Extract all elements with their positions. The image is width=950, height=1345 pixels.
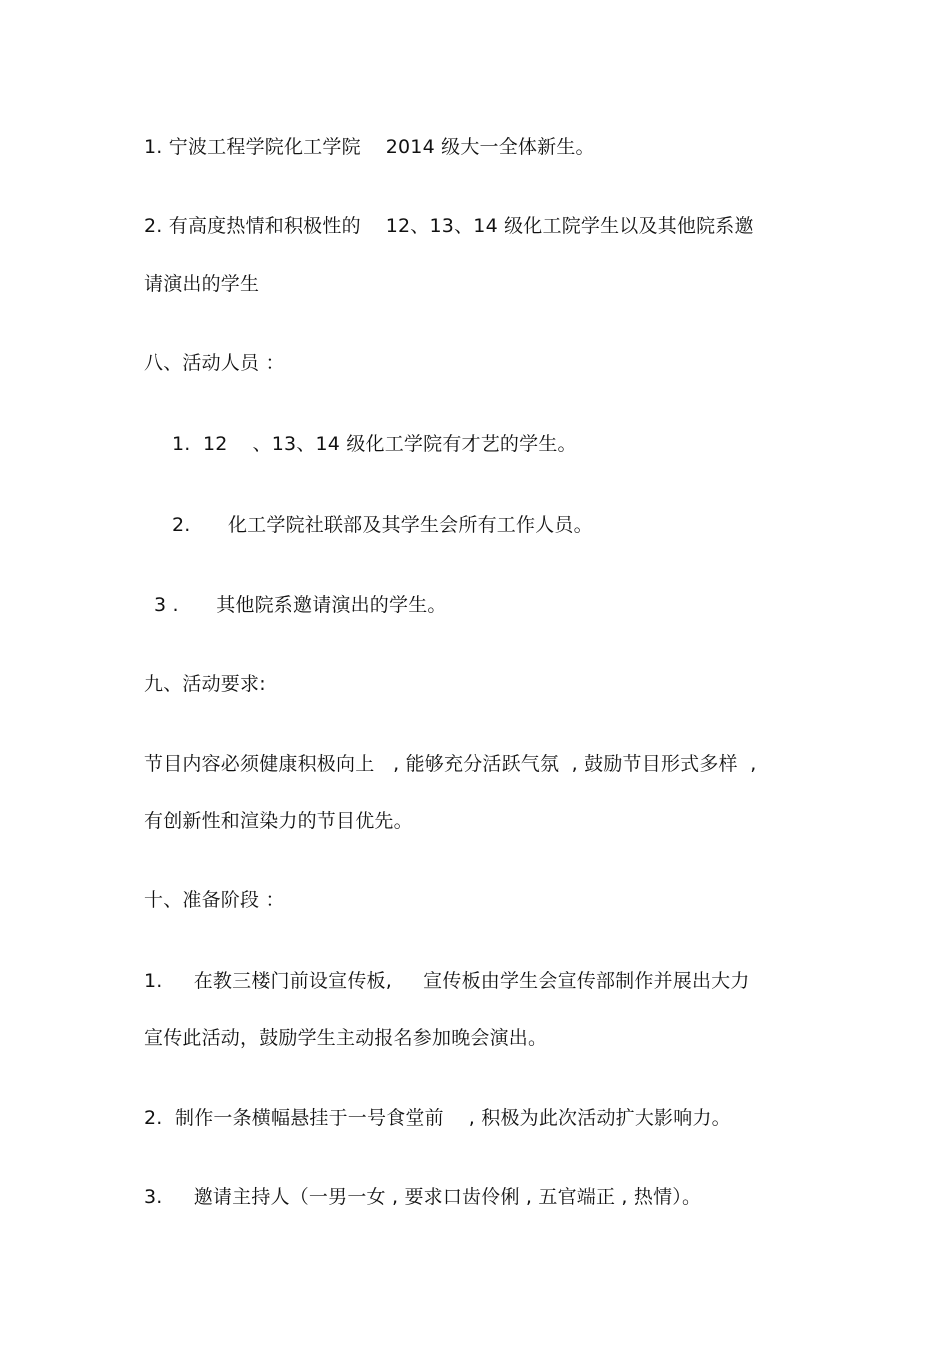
participant-item-2: 2. 有高度热情和积极性的 12、13、14 级化工院学生以及其他院系邀 [144,215,754,237]
requirements-paragraph-continued: 有创新性和渲染力的节目优先。 [144,810,413,832]
preparation-item-2: 2. 制作一条横幅悬挂于一号食堂前 , 积极为此次活动扩大影响力。 [144,1107,731,1129]
personnel-item-1: 1. 12 、13、14 级化工学院有才艺的学生。 [172,433,577,455]
section-heading-requirements: 九、活动要求: [144,673,266,695]
preparation-item-3: 3. 邀请主持人（一男一女 , 要求口齿伶俐 , 五官端正 , 热情）。 [144,1186,702,1208]
preparation-item-1: 1. 在教三楼门前设宣传板, 宣传板由学生会宣传部制作并展出大力 [144,970,750,992]
personnel-item-2: 2. 化工学院社联部及其学生会所有工作人员。 [172,514,593,536]
participant-item-1: 1. 宁波工程学院化工学院 2014 级大一全体新生。 [144,136,595,158]
participant-item-2-continued: 请演出的学生 [144,273,260,295]
personnel-item-3: 3 . 其他院系邀请演出的学生。 [154,594,447,616]
preparation-item-1-continued: 宣传此活动，鼓励学生主动报名参加晚会演出。 [144,1027,548,1049]
requirements-paragraph: 节目内容必须健康积极向上 , 能够充分活跃气氛 , 鼓励节目形式多样 , [144,753,757,775]
section-heading-preparation: 十、准备阶段 ： [144,889,285,911]
section-heading-personnel: 八、活动人员 ： [144,352,285,374]
